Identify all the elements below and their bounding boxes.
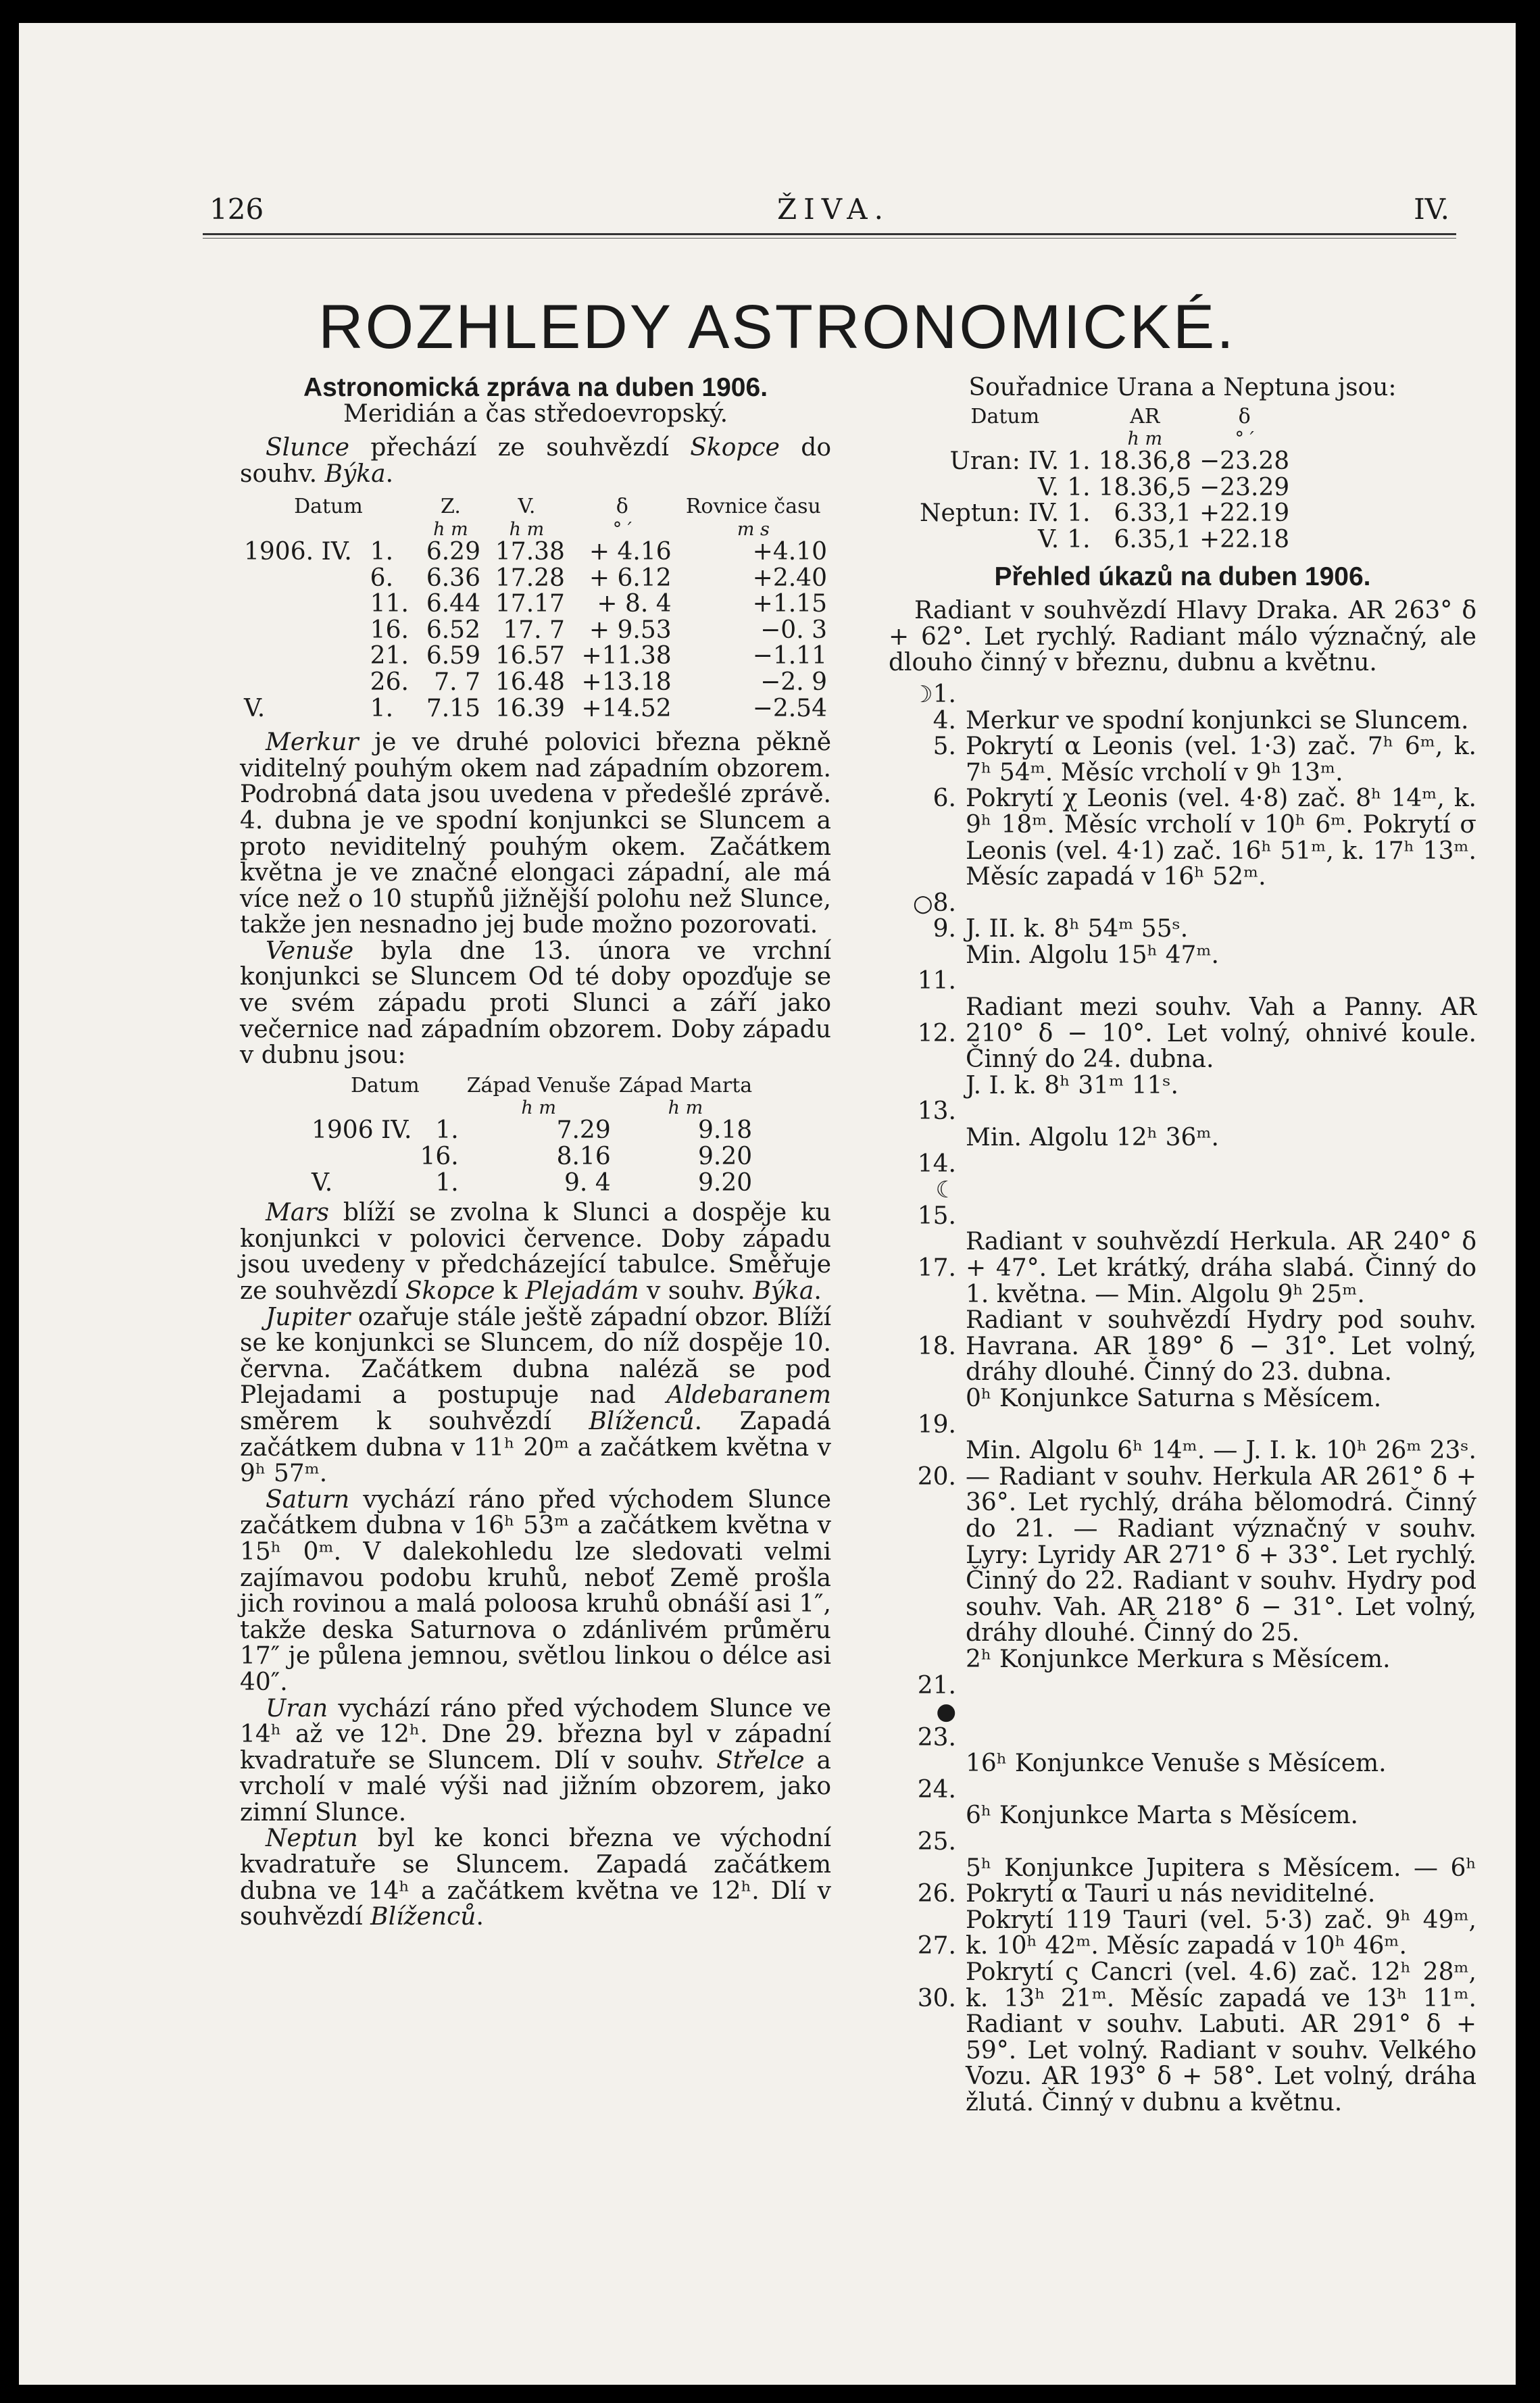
table-cell: 6.35,1 — [1114, 525, 1191, 553]
table-cell: Neptun: — [920, 499, 1020, 528]
event-item — [889, 1803, 1476, 1855]
table-cell: +22.18 — [1199, 525, 1290, 553]
coords-table — [916, 404, 1293, 553]
table-header: Datum — [970, 404, 1040, 428]
event-day: 18. — [917, 1332, 956, 1360]
event-item — [889, 1386, 1476, 1438]
event-text — [966, 1177, 1476, 1229]
table-unit: h m — [1127, 428, 1163, 450]
event-item — [889, 1308, 1476, 1386]
table-cell: 6. — [370, 564, 394, 592]
coords-heading: Souřadnice Urana a Neptuna jsou: — [968, 374, 1397, 401]
event-day: 25. — [917, 1828, 956, 1856]
volume-number: IV. — [1414, 193, 1449, 226]
event-text — [966, 682, 1476, 708]
table-cell: +14.52 — [581, 694, 672, 722]
table-cell: 16.39 — [495, 694, 565, 722]
table-header: Rovnice času — [685, 495, 821, 519]
table-row — [916, 449, 1293, 475]
table-cell: + 4.16 — [589, 537, 672, 566]
event-day: 13. — [917, 1097, 956, 1126]
event-text: 5ʰ Konjunkce Jupitera s Měsícem. — 6ʰ Pokrytí α Tauri u nás neviditelné. — [966, 1854, 1476, 1908]
table-cell: 9.20 — [698, 1143, 753, 1171]
table-row — [240, 618, 831, 644]
table-cell: 1906 IV. — [312, 1116, 412, 1145]
event-text: Pokrytí χ Leonis (vel. 4·8) zač. 8ʰ 14ᵐ, k. 9ʰ 18ᵐ. Měsíc vrcholí v 10ʰ 6ᵐ. Pokrytí σ Leonis (vel. 4·1) zač. 16ʰ 51ᵐ, k. 17ʰ 13ᵐ. Měsíc zapadá v 16ʰ 52ᵐ. — [966, 785, 1476, 891]
table-cell: IV. — [1028, 499, 1060, 528]
table-cell: 9.18 — [698, 1116, 753, 1145]
table-cell: −1.11 — [752, 642, 827, 670]
left-column — [240, 375, 831, 1931]
table-header: Z. — [441, 495, 461, 519]
table-cell: Uran: — [949, 447, 1020, 476]
event-day: 24. — [917, 1775, 956, 1804]
table-cell: 6.33,1 — [1114, 499, 1191, 528]
table-cell: +4.10 — [752, 537, 827, 566]
event-day: 4. — [933, 706, 956, 735]
table-unit: h m — [668, 1097, 703, 1119]
table-row — [240, 643, 831, 670]
table-cell — [240, 643, 366, 670]
event-day: 27. — [917, 1932, 956, 1960]
table-cell: 16.57 — [495, 642, 565, 670]
header-rule-thin — [203, 238, 1456, 239]
table-cell: + 8. 4 — [597, 590, 672, 618]
venus-table — [307, 1073, 756, 1196]
event-text: Merkur ve spodní konjunkci se Sluncem. — [966, 706, 1469, 735]
table-header: Datum — [350, 1073, 420, 1097]
table-cell: 6.29 — [426, 537, 480, 566]
table-cell: 8.16 — [556, 1143, 611, 1171]
table-header: Západ Venuše — [466, 1073, 611, 1097]
table-cell: V. — [244, 694, 266, 722]
event-day: 23. — [917, 1723, 956, 1752]
event-day: 26. — [917, 1880, 956, 1908]
table-cell: + 6.12 — [589, 564, 672, 592]
table-row — [240, 670, 831, 696]
table-row — [240, 566, 831, 592]
moon-phase-icon: ☾ — [935, 1176, 956, 1204]
sun-table — [240, 494, 831, 722]
event-text: 2ʰ Konjunkce Merkura s Měsícem. — [966, 1645, 1391, 1673]
event-text: J. II. k. 8ʰ 54ᵐ 55ˢ. — [966, 915, 1189, 943]
table-cell: 1. — [435, 1168, 459, 1197]
table-unit: h m — [509, 518, 545, 540]
table-cell: 9. 4 — [564, 1168, 611, 1197]
table-cell: 1. — [370, 694, 394, 722]
table-unit: h m — [433, 518, 468, 540]
table-cell: 1. — [1067, 447, 1091, 476]
table-cell: 1. — [435, 1116, 459, 1145]
report-heading: Astronomická zpráva na duben 1906. — [303, 373, 768, 402]
table-row — [916, 527, 1293, 553]
event-item — [889, 1751, 1476, 1803]
table-cell: 17.28 — [495, 564, 565, 592]
event-item — [889, 943, 1476, 995]
table-cell: V. — [1038, 525, 1060, 553]
table-cell: V. — [1038, 473, 1060, 501]
section-title: ROZHLEDY ASTRONOMICKÉ. — [318, 293, 1236, 362]
table-header: V. — [518, 495, 536, 519]
table-cell: 6.44 — [426, 590, 480, 618]
event-item — [889, 1073, 1476, 1125]
table-unit: ° ′ — [1235, 428, 1254, 450]
journal-title: ŽIVA. — [777, 193, 890, 226]
saturn-paragraph: Saturn vychází ráno před východem Slunce začátkem dubna v 16ʰ 53ᵐ a začátkem května v 15ʰ 0ᵐ. V dalekohledu lze sledovati velmi zajímavou podobu kruhů, neboť Země prošla jich rovinou a malá poloosa kruhů obnáší asi 1″, takže deska Saturnova o zdánlivém průměru 17″ je půlena jemnou, světlou linkou o délce asi 40″. — [240, 1485, 831, 1696]
event-day: 20. — [917, 1462, 956, 1491]
event-item — [889, 1908, 1476, 1960]
header-rule — [203, 233, 1456, 235]
table-cell: 16.48 — [495, 668, 565, 696]
table-row — [916, 501, 1293, 527]
table-header: Západ Marta — [618, 1073, 753, 1097]
uran-paragraph: Uran vychází ráno před východem Slunce ve 14ʰ až ve 12ʰ. Dne 29. března byl v západní kvadratuře se Sluncem. Dlí v souhv. Střelce a vrcholí v malé výši nad jižním obzorem, jako zimní Slunce. — [240, 1694, 831, 1827]
event-text: Radiant v souhvězdí Hydry pod souhv. Havrana. AR 189° δ − 31°. Let volný, dráhy dlouhé. Činný do 23. dubna. — [966, 1306, 1476, 1387]
event-text: Pokrytí 119 Tauri (vel. 5·3) zač. 9ʰ 49ᵐ, k. 10ʰ 42ᵐ. Měsíc zapadá v 10ʰ 46ᵐ. — [966, 1906, 1476, 1960]
event-day: 21. — [917, 1671, 956, 1700]
table-cell: 6.59 — [426, 642, 480, 670]
table-cell: 6.52 — [426, 616, 480, 644]
event-day: 5. — [933, 733, 956, 761]
table-cell: 1. — [1067, 499, 1091, 528]
table-cell: 11. — [370, 590, 409, 618]
report-subheading: Meridián a čas středoevropský. — [343, 399, 728, 428]
table-cell: 1. — [370, 537, 394, 566]
moon-phase-icon: ○ — [912, 889, 933, 917]
table-header: AR — [1130, 404, 1160, 428]
table-header: δ — [1238, 404, 1251, 428]
table-cell — [307, 1144, 416, 1170]
event-text — [966, 1699, 1476, 1751]
table-unit: h m — [521, 1097, 556, 1119]
table-cell: 7.29 — [556, 1116, 611, 1145]
table-cell — [240, 591, 366, 618]
event-text: 16ʰ Konjunkce Venuše s Měsícem. — [966, 1750, 1387, 1778]
event-item — [889, 916, 1476, 943]
event-item — [889, 1125, 1476, 1177]
event-text: 0ʰ Konjunkce Saturna s Měsícem. — [966, 1384, 1382, 1412]
table-row — [307, 1118, 756, 1144]
table-cell: −2. 9 — [760, 668, 827, 696]
event-item — [889, 1177, 1476, 1229]
event-day: 15. — [917, 1202, 956, 1230]
event-day: 14. — [917, 1149, 956, 1178]
event-text: Min. Algolu 15ʰ 47ᵐ. — [966, 941, 1219, 969]
table-cell: 7.15 — [426, 694, 480, 722]
event-item — [889, 891, 1476, 917]
table-cell: 26. — [370, 668, 409, 696]
event-text: Pokrytí α Leonis (vel. 1·3) zač. 7ʰ 6ᵐ, k. 7ʰ 54ᵐ. Měsíc vrcholí v 9ʰ 13ᵐ. — [966, 733, 1476, 787]
event-item — [889, 682, 1476, 708]
event-item — [889, 1438, 1476, 1647]
table-cell: IV. — [1028, 447, 1060, 476]
table-header: δ — [616, 495, 628, 519]
event-day: 8. — [933, 889, 956, 917]
event-text — [966, 891, 1476, 917]
table-cell: 7. 7 — [434, 668, 480, 696]
event-item — [889, 708, 1476, 735]
table-cell — [240, 618, 366, 644]
event-day: 9. — [933, 915, 956, 943]
table-cell: 1. — [1067, 525, 1091, 553]
table-cell — [916, 475, 1024, 501]
event-item — [889, 1856, 1476, 1908]
page-number: 126 — [209, 193, 264, 226]
event-text: J. I. k. 8ʰ 31ᵐ 11ˢ. — [966, 1071, 1178, 1099]
event-day: 30. — [917, 1984, 956, 2012]
event-text: Min. Algolu 12ʰ 36ᵐ. — [966, 1124, 1219, 1152]
sun-intro: Slunce přechází ze souhvězdí Skopce do souhv. Býka. — [240, 434, 831, 488]
table-cell: 1. — [1067, 473, 1091, 501]
table-cell: 6.36 — [426, 564, 480, 592]
event-item — [889, 995, 1476, 1073]
jupiter-paragraph: Jupiter ozařuje stále ještě západní obzor. Blíží se ke konjunkci se Sluncem, do níž dospěje 10. června. Začátkem dubna naléză se pod Plejadami a postupuje nad Aldebaranem směrem k souhvězdí Blíženců. Zapadá začátkem dubna v 11ʰ 20ᵐ a začátkem května v 9ʰ 57ᵐ. — [240, 1303, 831, 1488]
table-cell: +2.40 — [752, 564, 827, 592]
table-cell — [240, 670, 366, 696]
table-cell: +11.38 — [581, 642, 672, 670]
table-cell: 17. 7 — [503, 616, 565, 644]
event-list — [889, 682, 1476, 2116]
table-cell: −23.28 — [1199, 447, 1290, 476]
event-text: Min. Algolu 6ʰ 14ᵐ. — J. I. k. 10ʰ 26ᵐ 23ˢ. — Radiant v souhv. Herkula AR 261° δ + 36°. Let rychlý, dráha bělomodrá. Činný do 21. — Radiant význačný v souhv. Lyry: Lyridy AR 271° δ + 33°. Let rychlý. Činný do 22. Radiant v souhv. Hydry pod souhv. Vah. AR 218° δ − 31°. Let volný, dráhy dlouhé. Činný do 25. — [966, 1437, 1476, 1648]
table-cell — [240, 566, 366, 592]
table-row — [307, 1144, 756, 1170]
table-cell: +22.19 — [1199, 499, 1290, 528]
event-day: 17. — [917, 1254, 956, 1282]
table-cell: 17.17 — [495, 590, 565, 618]
table-cell: −0. 3 — [760, 616, 827, 644]
event-item — [889, 1960, 1476, 2116]
event-day: 11. — [917, 967, 956, 995]
neptun-paragraph: Neptun byl ke konci března ve východní kvadratuře se Sluncem. Zapadá začátkem dubna ve 14ʰ a začátkem května ve 12ʰ. Dlí v souhvězdí Blíženců. — [240, 1825, 831, 1931]
moon-phase-icon: ☽ — [912, 680, 933, 708]
overview-heading: Přehled úkazů na duben 1906. — [994, 562, 1371, 591]
table-unit: ° ′ — [612, 518, 632, 540]
table-cell: 21. — [370, 642, 409, 670]
table-cell: 1906. IV. — [244, 537, 352, 566]
event-text: Radiant mezi souhv. Vah a Panny. AR 210° δ − 10°. Let volný, ohnivé koule. Činný do 24. dubna. — [966, 993, 1476, 1074]
table-row — [240, 539, 831, 566]
right-column — [889, 375, 1476, 2116]
venus-paragraph: Venuše byla dne 13. února ve vrchní konjunkci se Sluncem Od té doby opozďuje se ve svém západu proti Slunci a září jako večernice nad západním obzorem. Doby západu v dubnu jsou: — [240, 937, 831, 1070]
table-cell: +13.18 — [581, 668, 672, 696]
table-cell: + 9.53 — [589, 616, 672, 644]
table-cell: 16. — [370, 616, 409, 644]
table-cell: 9.20 — [698, 1168, 753, 1197]
table-row — [240, 696, 831, 722]
table-cell: V. — [312, 1168, 333, 1197]
table-cell: +1.15 — [752, 590, 827, 618]
table-header: Datum — [294, 495, 363, 519]
event-text: 6ʰ Konjunkce Marta s Měsícem. — [966, 1802, 1358, 1830]
table-cell: 17.38 — [495, 537, 565, 566]
event-item — [889, 1699, 1476, 1751]
overview-intro: Radiant v souhvězdí Hlavy Draka. AR 263° δ + 62°. Let rychlý. Radiant málo význačný, ale dlouho činný v březnu, dubnu a květnu. — [889, 597, 1476, 677]
event-day: 19. — [917, 1410, 956, 1439]
table-row — [240, 591, 831, 618]
table-row — [307, 1170, 756, 1197]
event-text: Radiant v souhvězdí Herkula. AR 240° δ + 47°. Let krátký, dráha slabá. Činný do 1. května. — Min. Algolu 9ʰ 25ᵐ. — [966, 1228, 1476, 1308]
table-cell: 18.36,8 — [1098, 447, 1191, 476]
event-day: 12. — [917, 1019, 956, 1047]
table-cell: −23.29 — [1199, 473, 1290, 501]
table-cell: −2.54 — [752, 694, 827, 722]
event-day: 1. — [933, 680, 956, 708]
event-day: 6. — [933, 785, 956, 813]
running-header — [209, 193, 1449, 233]
table-cell: 16. — [420, 1143, 459, 1171]
event-item — [889, 1647, 1476, 1699]
table-cell: 18.36,5 — [1098, 473, 1191, 501]
table-cell — [916, 527, 1024, 553]
mercury-paragraph: Merkur je ve druhé polovici března pěkně viditelný pouhým okem nad západním obzorem. Podrobná data jsou uvedena v předešlé zprávě. 4. dubna je ve spodní konjunkci se Sluncem a proto neviditelný pouhým okem. Začátkem května je ve značné elongaci západní, ale má více než o 10 stupňů jižnější polohu než Slunce, takže jen nesnadno jej bude možno pozorovati. — [240, 728, 831, 939]
event-item — [889, 1229, 1476, 1308]
table-unit: m s — [737, 518, 770, 540]
event-text: Pokrytí ς Cancri (vel. 4.6) zač. 12ʰ 28ᵐ, k. 13ʰ 21ᵐ. Měsíc zapadá ve 13ʰ 11ᵐ. Radiant v souhv. Labuti. AR 291° δ + 59°. Let volný. Radiant v souhv. Velkého Vozu. AR 193° δ + 58°. Let volný, dráha žlutá. Činný v dubnu a květnu. — [966, 1958, 1476, 2116]
event-item — [889, 734, 1476, 786]
event-item — [889, 786, 1476, 890]
table-row — [916, 475, 1293, 501]
mars-paragraph: Mars blíží se zvolna k Slunci a dospěje ku konjunkci v polovici července. Doby západu jsou uvedeny v předcházející tabulce. Směřuje ze souhvězdí Skopce k Plejadám v souhv. Býka. — [240, 1199, 831, 1305]
moon-phase-icon: ● — [936, 1698, 956, 1726]
